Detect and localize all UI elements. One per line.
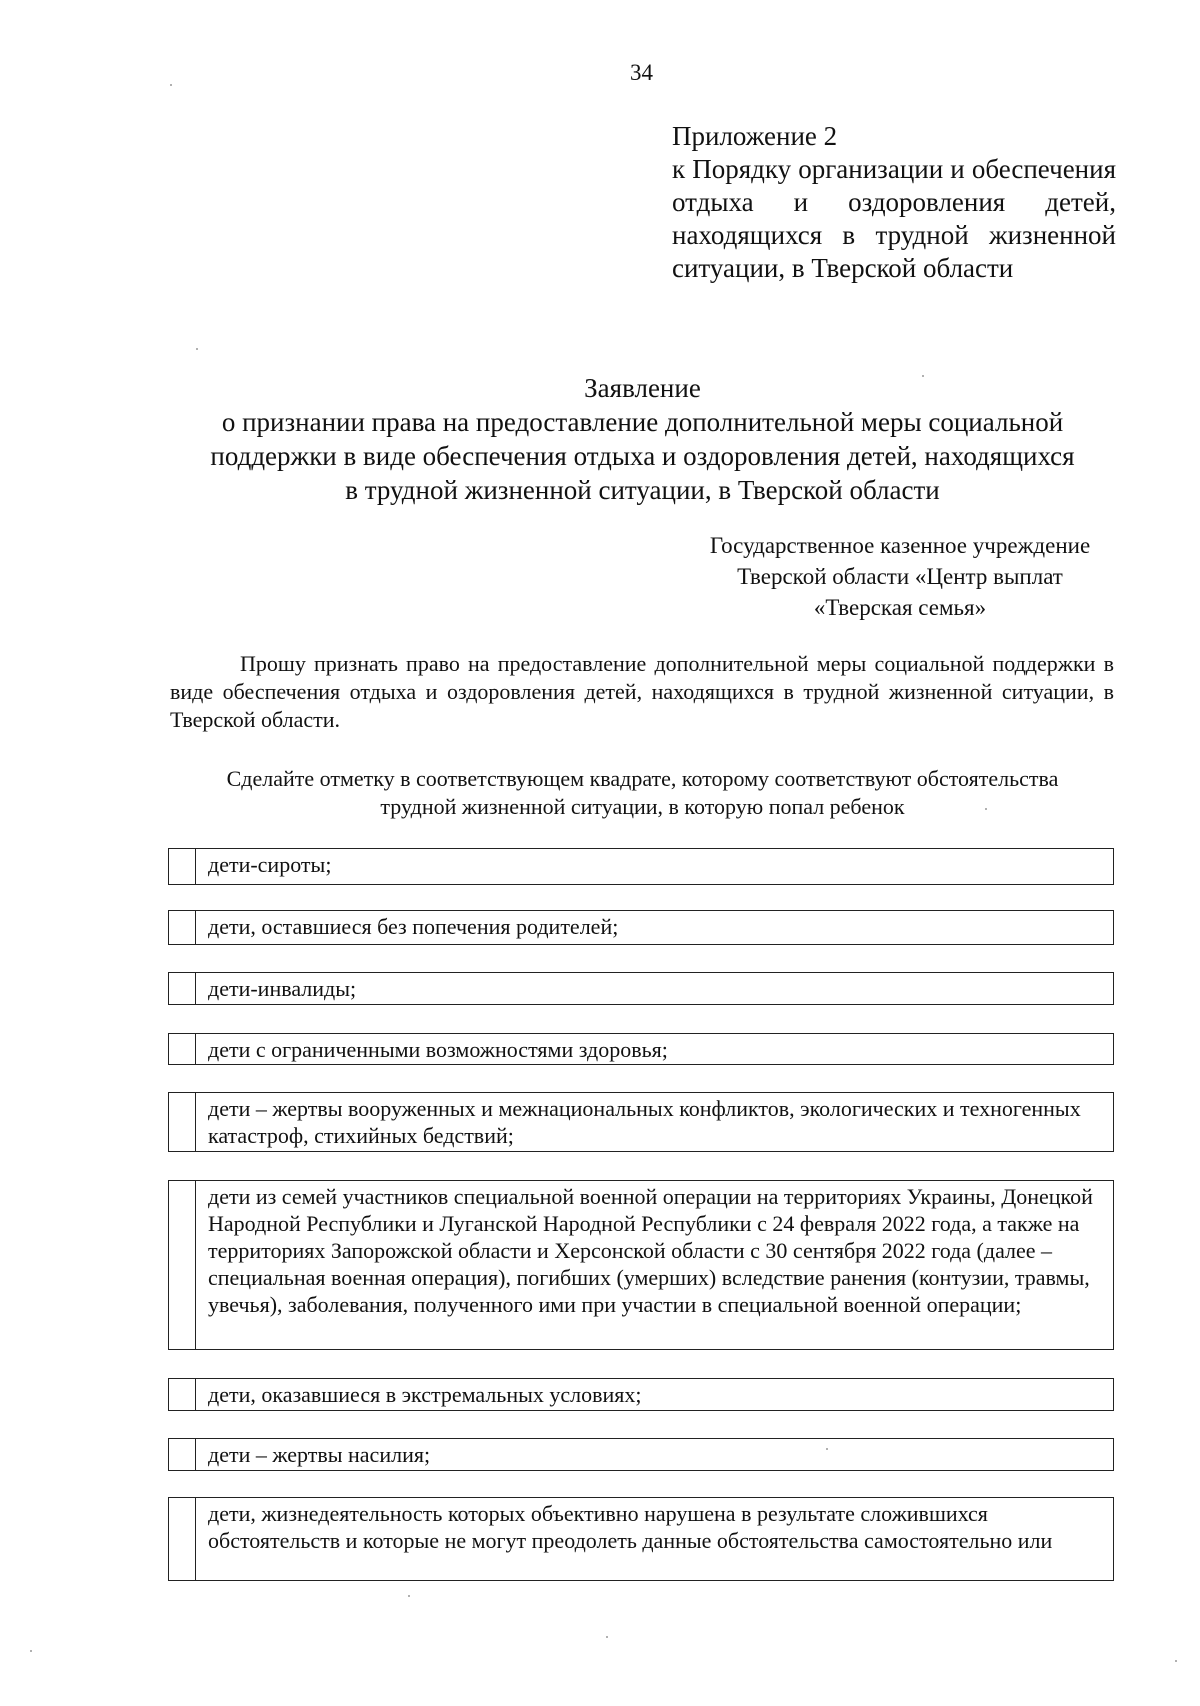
scan-speck [1175, 1660, 1177, 1662]
title-line: в трудной жизненной ситуации, в Тверской области [345, 475, 940, 505]
title-heading: Заявление [584, 373, 701, 403]
scan-speck [922, 375, 924, 377]
option-label: дети, оказавшиеся в экстремальных условиях; [208, 1382, 642, 1407]
option-row [168, 1180, 1114, 1350]
option-label: дети – жертвы насилия; [208, 1442, 431, 1467]
title-line: поддержки в виде обеспечения отдыха и оздоровления детей, находящихся [210, 441, 1075, 471]
option-label: дети, оставшиеся без попечения родителей; [208, 914, 619, 939]
option-label: дети с ограниченными возможностями здоровья; [208, 1037, 668, 1062]
addressee-line: Тверской области «Центр выплат [737, 564, 1063, 589]
option-checkbox[interactable] [169, 911, 196, 944]
option-label: дети-сироты; [208, 852, 332, 877]
option-checkbox[interactable] [169, 1093, 196, 1151]
option-checkbox[interactable] [169, 1379, 196, 1410]
scan-speck [30, 1650, 32, 1652]
title-line: о признании права на предоставление дополнительной меры социальной [221, 407, 1064, 437]
option-checkbox[interactable] [169, 1439, 196, 1470]
scan-speck [826, 1448, 828, 1450]
scan-speck [196, 348, 198, 350]
addressee-line: Государственное казенное учреждение [709, 533, 1091, 558]
addressee-line: «Тверская семья» [813, 595, 987, 620]
appendix-reference: к Порядку организации и обеспечения отдыха и оздоровления детей, находящихся в трудной жизненной ситуации, в Тверской области [672, 154, 1116, 283]
option-label: дети – жертвы вооруженных и межнациональных конфликтов, экологических и техногенных катастроф, стихийных бедствий; [208, 1096, 1081, 1148]
option-label: дети-инвалиды; [208, 976, 357, 1001]
option-row [168, 910, 1114, 945]
scan-speck [606, 1636, 608, 1638]
option-label: дети из семей участников специальной военной операции на территориях Украины, Донецкой Народной Республики и Луганской Народной Республики с 24 февраля 2022 года, а также на территориях Запорожской области и Херсонской области с 30 сентября 2022 года (далее – специальная военная операция), погибших (умерших) вследствие ранения (контузии, травмы, увечья), заболевания, полученного ими при участии в специальной военной операции; [208, 1184, 1093, 1317]
document-title [150, 371, 1135, 507]
request-paragraph: Прошу признать право на предоставление дополнительной меры социальной поддержки в виде обеспечения отдыха и оздоровления детей, находящихся в трудной жизненной ситуации, в Тверской области. [170, 651, 1114, 732]
option-label: дети, жизнедеятельность которых объективно нарушена в результате сложившихся обстоятельств и которые не могут преодолеть данные обстоятельства самостоятельно или [208, 1501, 1053, 1553]
option-checkbox[interactable] [169, 849, 196, 884]
option-checkbox[interactable] [169, 1181, 196, 1349]
option-checkbox[interactable] [169, 973, 196, 1004]
option-row [168, 972, 1114, 1005]
option-row [168, 1092, 1114, 1152]
instruction-line: Сделайте отметку в соответствующем квадрате, которому соответствуют обстоятельства [226, 766, 1059, 791]
addressee-block [660, 530, 1140, 623]
option-row [168, 1033, 1114, 1065]
scan-speck [985, 808, 987, 810]
appendix-number: Приложение 2 [672, 121, 838, 151]
option-row [168, 1378, 1114, 1411]
option-checkbox[interactable] [169, 1034, 196, 1064]
page-number: 34 [630, 60, 653, 85]
instruction-line: трудной жизненной ситуации, в которую попал ребенок [380, 794, 905, 819]
scan-speck [170, 84, 172, 86]
option-row [168, 1497, 1114, 1581]
option-row [168, 1438, 1114, 1471]
option-checkbox[interactable] [169, 1498, 196, 1580]
option-row [168, 848, 1114, 885]
instruction-text [150, 765, 1135, 821]
appendix-note [672, 120, 1116, 285]
scan-speck [408, 1595, 410, 1597]
